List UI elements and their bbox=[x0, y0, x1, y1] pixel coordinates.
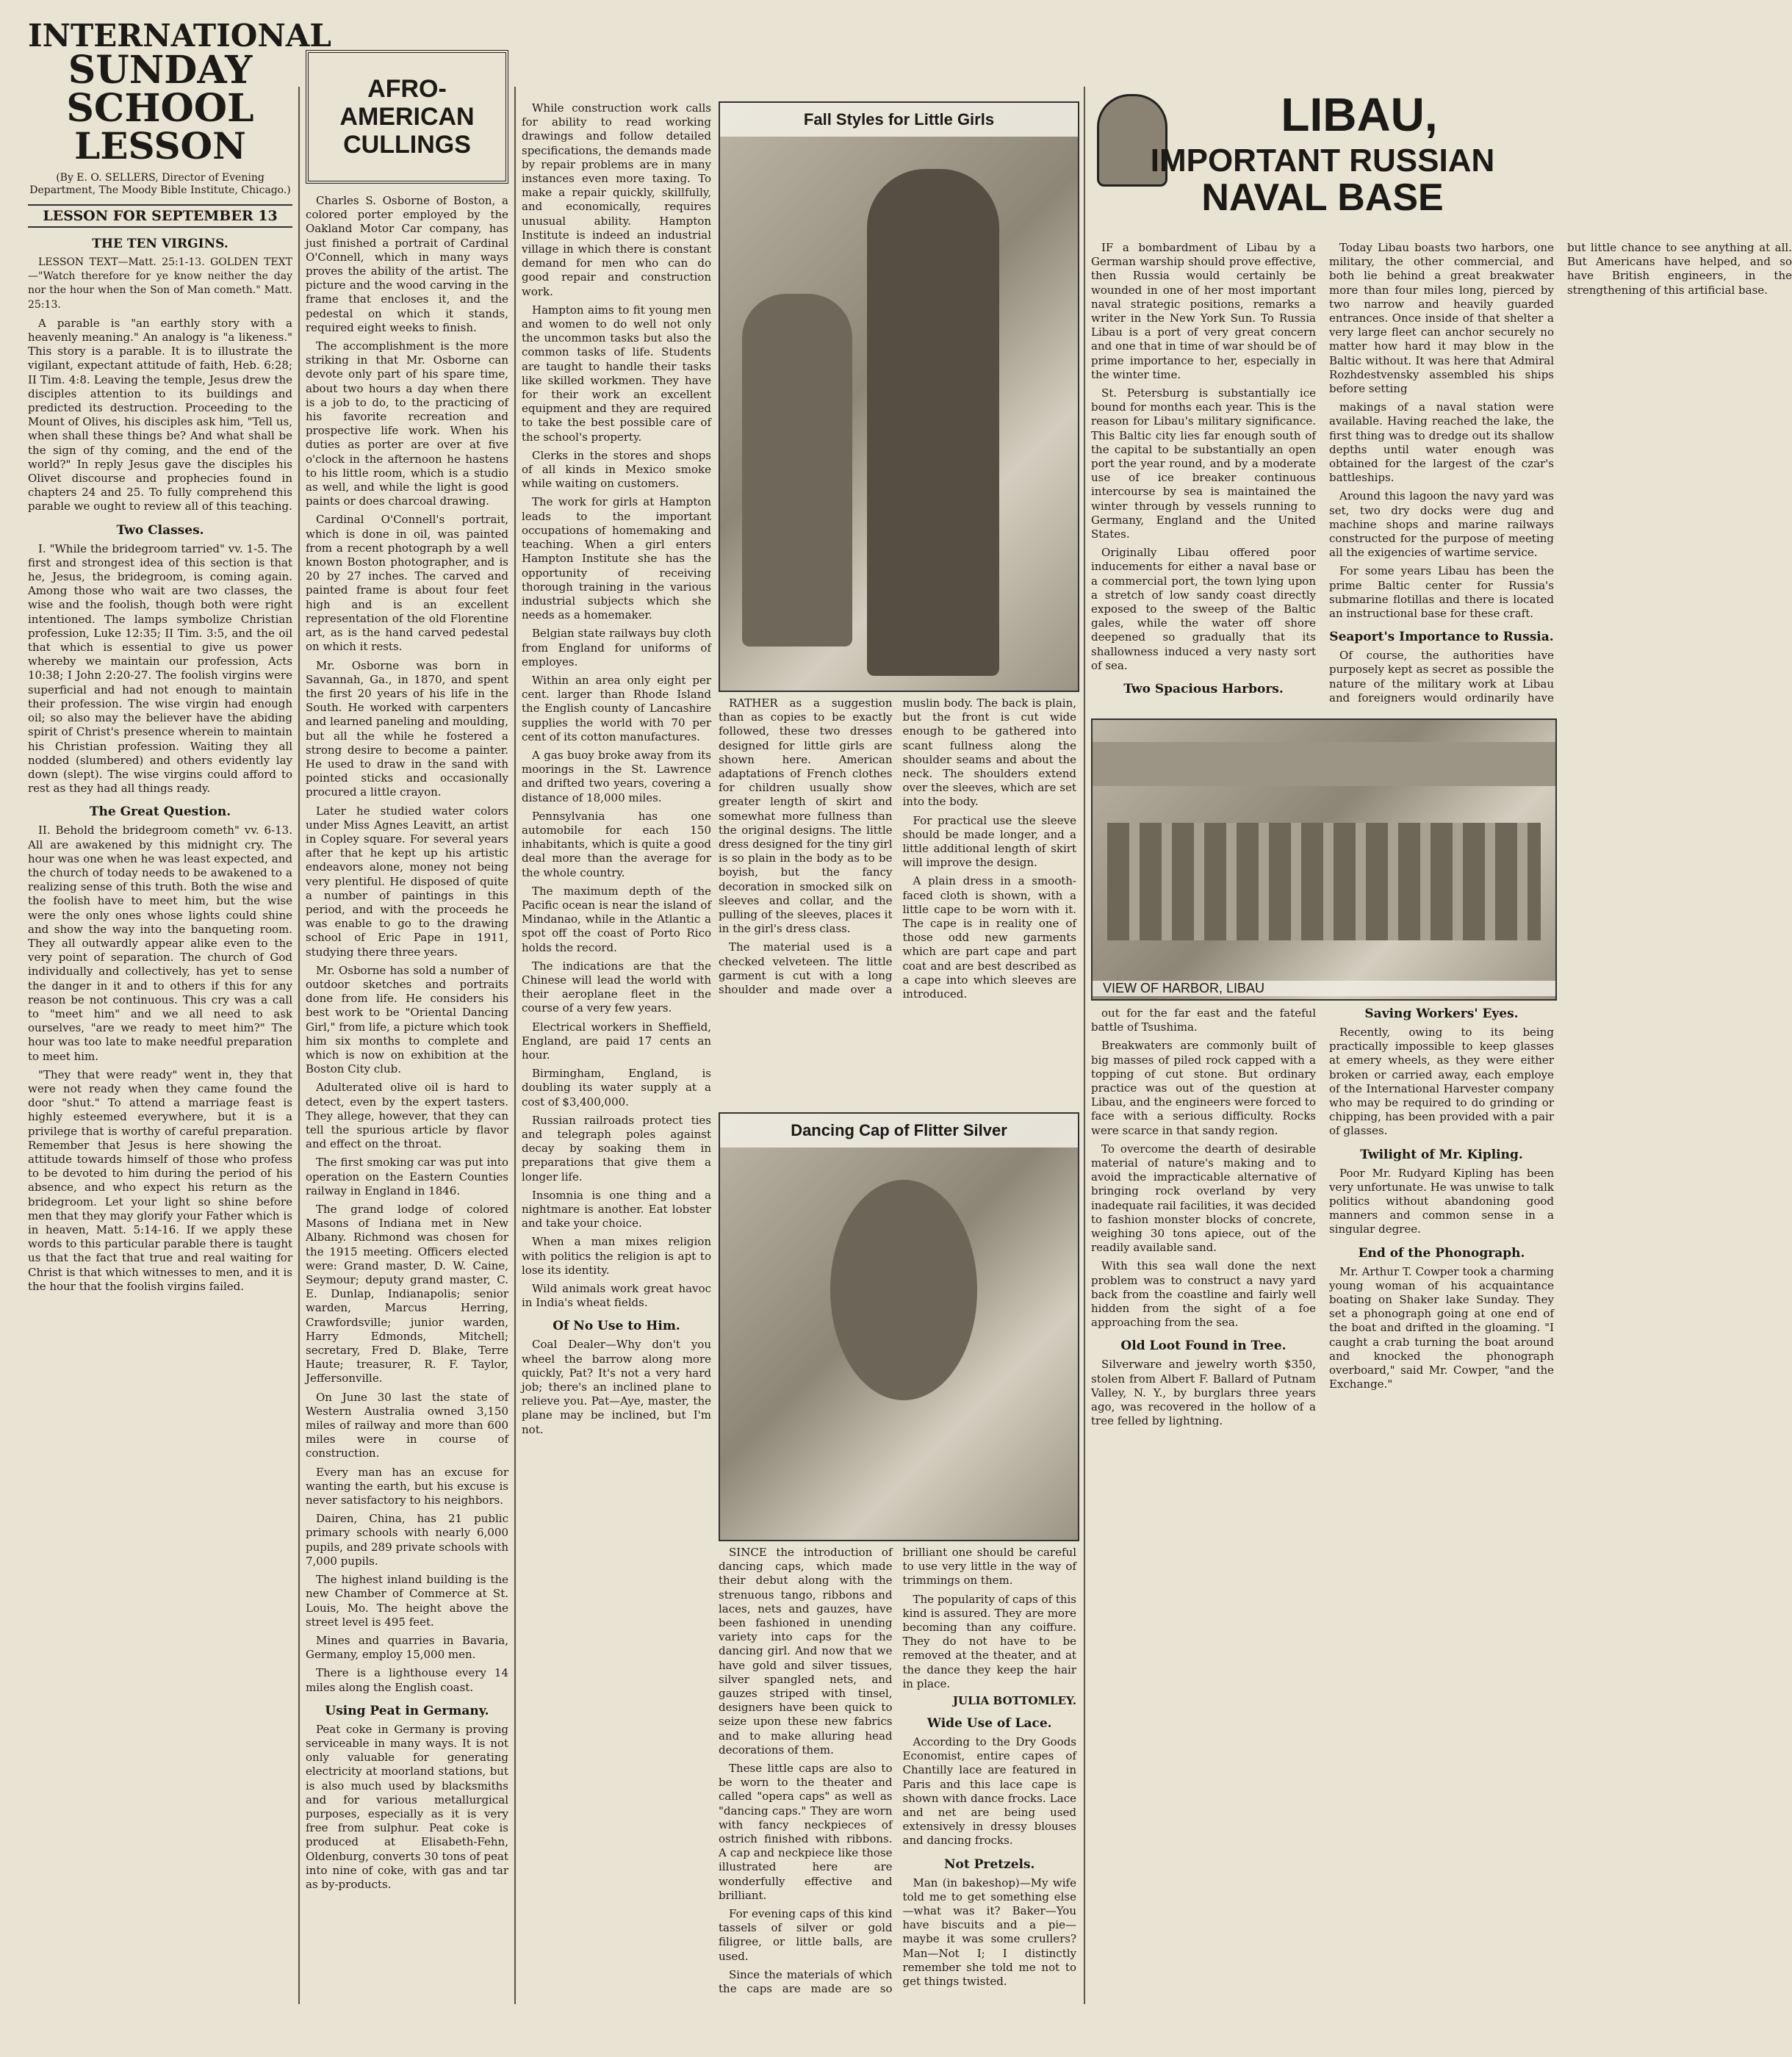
article-paragraph: Recently, owing to its being practically impossible to keep glasses at emery wheels, as they were either broken or carried away, each employe of the International Harvester company who may be required to do grinding or chipping, has been provided with a pair of glasses. bbox=[1329, 1026, 1554, 1138]
article-paragraph: For some years Libau has been the prime Baltic center for Russia's submarine flotillas and there is located an instructional base for these craft. bbox=[1329, 564, 1554, 621]
article-paragraph: A plain dress in a smooth-faced cloth is shown, with a little cape to be worn with it. The cape is in reality one of those odd new garments which are part cape and part coat and are best described as a cape into which sleeves are introduced. bbox=[902, 874, 1076, 1001]
center-block bbox=[522, 21, 1078, 2033]
article-paragraph: Mr. Osborne has sold a number of outdoor sketches and portraits done from life. He considers his best work to be "Oriental Dancing Girl," from life, a picture which took him six months to complete and which is now on exhibition at the Boston City club. bbox=[306, 963, 508, 1076]
photo-caption: VIEW OF HARBOR, LIBAU bbox=[1093, 981, 1555, 996]
article-paragraph: Man (in bakeshop)—My wife told me to get something else—what was it? Baker—You have biscuits and a pie—maybe it was some crullers? Man—Not I; I distinctly remember she told me not to get things twisted. bbox=[902, 1876, 1076, 1989]
cullings-articles bbox=[306, 194, 508, 1695]
article-paragraph: Russian railroads protect ties and telegraph poles against decay by soaking them in preparations that give them a longer life. bbox=[522, 1113, 711, 1184]
masthead-line: SUNDAY SCHOOL bbox=[66, 48, 254, 131]
article-paragraph: out for the far east and the fateful battle of Tsushima. bbox=[1091, 1006, 1316, 1034]
article-paragraph: SINCE the introduction of dancing caps, which made their debut along with the strenuous tango, ribbons and laces, nets and gauzes, have been fashioned in unending variety into caps for the dancing girl. And now that we have gold and silver tissues, silver spangled nets, and gauzes striped with tinsel, designers have been quick to seize upon these new fabrics and to make alluring head decorations of them. bbox=[719, 1546, 893, 1757]
article-paragraph: Peat coke in Germany is proving serviceable in many ways. It is not only valuable for generating electricity at moorland stations, but is also much used by blacksmiths and for various metallurgical purposes, especially as it is very free from sulphur. Peat coke is produced at Elisabeth-Fehn, Oldenburg, converts 30 tons of peat into nine of coke, with gas and tar as by-products. bbox=[306, 1722, 508, 1891]
article-paragraph: Mr. Osborne was born in Savannah, Ga., in 1870, and spent the first 20 years of his life in the South. He worked with carpenters and learned paneling and moulding, but all the while he fostered a strong desire to become a painter. He used to draw in the sand with pointed sticks and occasionally procured a little crayon. bbox=[306, 658, 508, 799]
section-header: AFRO-AMERICAN CULLINGS bbox=[306, 50, 508, 184]
dancing-cap-photo bbox=[719, 1112, 1079, 1541]
article-paragraph: Birmingham, England, is doubling its water supply at a cost of $3,400,000. bbox=[522, 1067, 711, 1109]
article-paragraph: When a man mixes religion with politics the religion is apt to lose its identity. bbox=[522, 1235, 711, 1277]
article-paragraph: The maximum depth of the Pacific ocean is near the island of Mindanao, while in the Atlantic a spot off the coast of Porto Rico holds the record. bbox=[522, 884, 711, 954]
lesson-masthead bbox=[28, 18, 331, 167]
masthead-line: INTERNATIONAL bbox=[28, 18, 331, 54]
article-paragraph: Dairen, China, has 21 public primary schools with nearly 6,000 pupils, and 289 private schools with 7,000 pupils. bbox=[306, 1512, 508, 1568]
article-paragraph: Charles S. Osborne of Boston, a colored porter employed by the Oakland Motor Car company, has just finished a portrait of Cardinal O'Connell, which in many ways proves the ability of the artist. The picture and the wood carving in the frame that encloses it, and the pedestal on which it stands, required eight weeks to finish. bbox=[306, 194, 508, 334]
libau-headline bbox=[1091, 21, 1554, 219]
article-paragraph: There is a lighthouse every 14 miles along the English coast. bbox=[306, 1666, 508, 1694]
article-paragraph: Adulterated olive oil is hard to detect, even by the expert tasters. They allege, however, that they can tell the spurious article by flavor and effect on the throat. bbox=[306, 1081, 508, 1151]
article-paragraph: II. Behold the bridegroom cometh" vv. 6-13. All are awakened by this midnight cry. The hour was one when he was least expected, and the church of today needs to be awakened to a realizing sense of this truth. Both the wise and the foolish have to meet him, but the wise were the only ones whose lights could shine and show the way into the banqueting room. They all outwardly appear alike even to the very point of separation. The church of God individually and collectively, has yet to sense the danger in it and to others if this for any reason be not continuous. This cry was a call to "meet him" and we all need to ask ourselves, "are we ready to meet him?" The hour was too late to make needful preparation to meet him. bbox=[28, 824, 292, 1063]
subheading: Not Pretzels. bbox=[944, 1856, 1035, 1872]
libau-block bbox=[1091, 21, 1792, 2033]
photo-caption: Dancing Cap of Flitter Silver bbox=[720, 1114, 1078, 1148]
article-paragraph: Later he studied water colors under Miss Agnes Leavitt, an artist in Copley square. For several years after that he kept up his artistic endeavors alone, money not being very plentiful. He disposed of quite a number of paintings in this period, and with the proceeds he was enable to go to the drawing school of Eric Pape in 1911, studying there three years. bbox=[306, 804, 508, 959]
article-paragraph: Within an area only eight per cent. larger than Rhode Island the English county of Lancashire supplies the world with 70 per cent of its cotton manufactures. bbox=[522, 673, 711, 743]
lesson-title: THE TEN VIRGINS. bbox=[92, 237, 229, 251]
photo-caption: Fall Styles for Little Girls bbox=[720, 103, 1078, 137]
libau-upper-text bbox=[1091, 241, 1792, 711]
article-paragraph: The material used is a checked velveteen. The little garment is cut with a long shoulder and made over a muslin body. The back is plain, but the front is cut wide enough to be gathered into scant fullness along the shoulder seams and about the neck. The shoulders extend over the sleeves, which are set into the body. bbox=[719, 696, 1076, 997]
article-paragraph: Coal Dealer—Why don't you wheel the barrow along more quickly, Pat? It's not a very hard job; there's an inclined plane to relieve you. Pat—Aye, master, the plane may be inclined, but I'm not. bbox=[522, 1338, 711, 1436]
article-paragraph: With this sea wall done the next problem was to construct a navy yard back from the coastline and fairly well hidden from the sight of a foe approaching from the sea. bbox=[1091, 1259, 1316, 1330]
article-paragraph: The work for girls at Hampton leads to the important occupations of homemaking and teaching. When a girl enters Hampton Institute she has the opportunity of receiving thorough training in the various industrial subjects which she needs as a homemaker. bbox=[522, 495, 711, 622]
fall-styles-text bbox=[719, 696, 1076, 1100]
subheading: Old Loot Found in Tree. bbox=[1120, 1339, 1287, 1354]
signature: JULIA BOTTOMLEY. bbox=[952, 1694, 1076, 1708]
article-paragraph: Pennsylvania has one automobile for each 150 inhabitants, which is quite a good deal more than the average for the whole country. bbox=[522, 809, 711, 879]
article-paragraph: Since the materials of which the caps are made are so brilliant one should be careful to use very little in the way of trimmings on them. bbox=[719, 1546, 1076, 1996]
subheading: Twilight of Mr. Kipling. bbox=[1360, 1147, 1523, 1162]
article-paragraph: The highest inland building is the new Chamber of Commerce at St. Louis, Mo. The height above the street level is 495 feet. bbox=[306, 1573, 508, 1629]
article-paragraph: On June 30 last the state of Western Australia owned 3,150 miles of railway and more than 600 miles were in course of construction. bbox=[306, 1390, 508, 1460]
fall-styles-photo bbox=[719, 101, 1079, 692]
column-rule bbox=[1084, 87, 1085, 2004]
article-paragraph: The indications are that the Chinese will lead the world with their aeroplane fleet in the course of a very few years. bbox=[522, 959, 711, 1015]
article-paragraph: I. "While the bridegroom tarried" vv. 1-5. The first and strongest idea of this section is that he, Jesus, the bridegroom, is coming again. Among those who wait are two classes, the wise and the foolish, though both were right intentioned. The lamps symbolize Christian profession, Luke 12:35; II Tim. 3:5, and the oil that which is essential to give us power whereby we maintain our profession, Acts 10:38; I John 2:20-27. The foolish virgins were superficial and had not enough to maintain their profession. The wise virgin had enough oil; so also may the believer have the abiding spirit of Christ's presence wherein to maintain his Christian profession. Waiting they all nodded (slumbered) and others evidently lay down (slept). The wise virgins could afford to rest as they had all things ready. bbox=[28, 541, 292, 796]
harbor-photo bbox=[1091, 718, 1557, 1001]
article-paragraph: Hampton aims to fit young men and women to do well not only the uncommon tasks but also the common tasks of life. Students are taught to handle their tasks like skilled workmen. They have for their work an excellent equipment and they are required to take the best possible care of the school's property. bbox=[522, 303, 711, 444]
article-paragraph: Mr. Arthur T. Cowper took a charming young woman of his acquaintance boating on Shaker lake Sunday. They set a phonograph going at one end of the boat and drifted in the gloaming. "I caught a crab turning the boat around and knocked the phonograph overboard," said Mr. Cowper, "and the Exchange." bbox=[1329, 1264, 1554, 1391]
byline: (By E. O. SELLERS, Director of Evening Department, The Moody Bible Institute, Chicago.) bbox=[29, 172, 291, 196]
article-paragraph: The grand lodge of colored Masons of Indiana met in New Albany. Richmond was chosen for the 1915 meeting. Officers elected were: Grand master, D. W. Caine, Seymour; deputy grand master, C. E. Dunlap, Indianapolis; senior warden, Marcus Herring, Crawfordsville; junior warden, Harry Edmonds, Mitchell; secretary, Fred D. Blake, Terre Haute; treasurer, R. F. Taylor, Jeffersonville. bbox=[306, 1203, 508, 1386]
article-paragraph: RATHER as a suggestion than as copies to be exactly followed, these two dresses designed for little girls are shown here. American adaptations of French clothes for children usually show greater length of skirt and somewhat more fullness than the original designs. The little dress designed for the tiny girl is so plain in the body as to be boyish, but the fancy decoration in smocked silk on sleeves and collar, and the pulling of the sleeves, places it in the girl's dress class. bbox=[719, 696, 893, 936]
article-paragraph: Wild animals work great havoc in India's wheat fields. bbox=[522, 1282, 711, 1310]
article-paragraph: Mines and quarries in Bavaria, Germany, employ 15,000 men. bbox=[306, 1633, 508, 1662]
article-paragraph: While construction work calls for ability to read working drawings and follow detailed specifications, the demands made by repair problems are in many instances even more taxing. To make a repair quickly, skillfully, and economically, requires unusual ability. Hampton Institute is indeed an industrial village in which there is constant demand for men who can do good repair and construction work. bbox=[522, 101, 711, 298]
article-paragraph: Breakwaters are commonly built of big masses of piled rock capped with a topping of cut stone. But ordinary practice was out of the question at Libau, and the engineers were forced to face with a serious difficulty. Rocks were scarce in that sandy region. bbox=[1091, 1039, 1316, 1137]
article-paragraph: Around this lagoon the navy yard was set, two dry docks were dug and machine shops and marine railways constructed for the purpose of meeting all the exigencies of wartime service. bbox=[1329, 489, 1554, 560]
article-paragraph: The accomplishment is the more striking in that Mr. Osborne can devote only part of his spare time, about two hours a day when there is a job to do, to the practicing of his favorite recreation and prospective life work. When his duties as porter are over at five o'clock in the afternoon he hastens to his little room, which is a studio as well, and while the light is good paints or does charcoal drawing. bbox=[306, 339, 508, 508]
article-paragraph: makings of a naval station were available. Having reached the lake, the first thing was to dredge out its shallow depths until water enough was obtained for the largest of the czar's battleships. bbox=[1329, 400, 1554, 485]
article-paragraph: The popularity of caps of this kind is assured. They are more becoming than any coiffure. They do not have to be removed at the theater, and at the dance they keep the hair in place. bbox=[902, 1592, 1076, 1690]
article-paragraph: St. Petersburg is substantially ice bound for months each year. This is the reason for Libau's military significance. This Baltic city lies far enough south of the capital to be substantially an open port the year round, and by a moderate use of ice breaker continuous intercourse by sea is maintained the winter through by vessels running to Germany, England and the United States. bbox=[1091, 386, 1316, 541]
newspaper-page bbox=[21, 18, 1792, 2033]
girl-figure bbox=[742, 294, 852, 646]
article-paragraph: For practical use the sleeve should be made longer, and a little additional length of skirt will improve the design. bbox=[902, 813, 1076, 870]
article-paragraph: Every man has an excuse for wanting the earth, but his excuse is never satisfactory to his neighbors. bbox=[306, 1465, 508, 1507]
headline-line: NAVAL BASE bbox=[1201, 176, 1444, 219]
column-rule bbox=[298, 87, 300, 2004]
hampton-column bbox=[522, 101, 711, 2033]
subheading: Saving Workers' Eyes. bbox=[1364, 1006, 1519, 1021]
harbor-buildings bbox=[1107, 823, 1541, 940]
girl-figure bbox=[867, 169, 999, 676]
subheading: End of the Phonograph. bbox=[1358, 1245, 1525, 1261]
article-paragraph: Silverware and jewelry worth $350, stolen from Albert F. Ballard of Putnam Valley, N. Y., by burglars three years ago, was recovered in the hollow of a tree felled by lightning. bbox=[1091, 1358, 1316, 1428]
headline-line: IMPORTANT RUSSIAN bbox=[1150, 143, 1495, 179]
sunday-school-column bbox=[28, 18, 331, 2033]
column-rule bbox=[514, 87, 516, 2004]
article-paragraph: Poor Mr. Rudyard Kipling has been very unfortunate. He was unwise to talk politics without abandoning good manners and common sense in a singular degree. bbox=[1329, 1166, 1554, 1236]
article-paragraph: Electrical workers in Sheffield, England, are paid 17 cents an hour. bbox=[522, 1020, 711, 1062]
lesson-date: LESSON FOR SEPTEMBER 13 bbox=[28, 204, 292, 228]
cullings-column bbox=[306, 21, 508, 2033]
subheading: Wide Use of Lace. bbox=[926, 1716, 1052, 1732]
subheading: Seaport's Importance to Russia. bbox=[1329, 630, 1554, 645]
article-paragraph: IF a bombardment of Libau by a German warship should prove effective, then Russia would certainly be wounded in one of her most important naval strategic positions, remarks a writer in the New York Sun. To Russia Libau is a port of very great concern and one that in time of war should be of prime importance to her, especially in the winter time. bbox=[1091, 241, 1316, 381]
article-paragraph: Cardinal O'Connell's portrait, which is done in oil, was painted from a recent photograph by a well known Boston photographer, and is 20 by 27 inches. The carved and painted frame is about four feet high and is an excellent representation of the old Florentine art, as is the hand carved pedestal on which it rests. bbox=[306, 513, 508, 654]
article-paragraph: A parable is "an earthly story with a heavenly meaning." An analogy is "a likeness." This story is a parable. It is to illustrate the vigilant, expectant attitude of faith, Heb. 6:28; II Tim. 4:8. Leaving the temple, Jesus drew the disciples attention to its buildings and predicted its destruction. Proceeding to the Mount of Olives, his disciples ask him, "Tell us, when shall these things be? And what shall be the sign of thy coming, and the end of the world?" In reply Jesus gave the disciples his Olivet discourse and prophecies found in chapters 24 and 25. To fully comprehend this parable we ought to review all of this teaching. bbox=[28, 316, 292, 514]
masthead-line: LESSON bbox=[74, 124, 246, 167]
article-paragraph: Belgian state railways buy cloth from England for uniforms of employes. bbox=[522, 627, 711, 669]
woman-portrait bbox=[830, 1180, 977, 1400]
article-paragraph: "They that were ready" went in, they that were not ready when they came found the door "shut." To attend a marriage feast is highly esteemed everywhere, but it is a privilege that is worthy of careful preparation. Remember that Jesus is here showing the attitude towards himself of those who profess to be devoted to him during the period of his absence, and who expect his return as the bridegroom. Let your light so shine before men that they may glorify your Father which is in heaven, Matt. 5:14-16. If we apply these words to this particular parable there is taught us that the fact that true and real waiting for Christ is that which witnesses to men, and it is the hour that the foolish virgins failed. bbox=[28, 1067, 292, 1293]
article-paragraph: To overcome the dearth of desirable material of nature's making and to avoid the impracticable alternative of bringing rock overland by very inadequate rail facilities, it was decided to fashion monster blocks of concrete, weighing 30 tons apiece, out of the readily available sand. bbox=[1091, 1142, 1316, 1255]
article-paragraph: The first smoking car was put into operation on the Eastern Counties railway in England in 1846. bbox=[306, 1156, 508, 1197]
lesson-text: LESSON TEXT—Matt. 25:1-13. GOLDEN TEXT—"Watch therefore for ye know neither the day nor the hour when the Son of Man cometh." Matt. 25:13. bbox=[28, 256, 292, 311]
libau-lower-text bbox=[1091, 1006, 1554, 2033]
article-paragraph: Insomnia is one thing and a nightmare is another. Eat lobster and take your choice. bbox=[522, 1188, 711, 1231]
article-paragraph: Clerks in the stores and shops of all kinds in Mexico smoke while waiting on customers. bbox=[522, 448, 711, 491]
subheading: Using Peat in Germany. bbox=[325, 1703, 489, 1718]
headline-line: LIBAU, bbox=[1281, 88, 1438, 141]
article-paragraph: These little caps are also to be worn to the theater and called "opera caps" as well as "dancing caps." They are worn with fancy neckpieces of ostrich finished with ribbons. A cap and neckpiece like those illustrated here are wonderfully effective and brilliant. bbox=[719, 1762, 893, 1902]
article-paragraph: Of course, the authorities have purposely kept as secret as possible the nature of the military work at Libau and foreigners would ordinarily have but little chance to see anything at all. But Americans have helped, and so have British engineers, in the strengthening of this artificial base. bbox=[1329, 241, 1792, 705]
article-paragraph: A gas buoy broke away from its moorings in the St. Lawrence and drifted two years, covering a distance of 18,000 miles. bbox=[522, 748, 711, 804]
subheading: Two Classes. bbox=[116, 522, 204, 538]
article-paragraph: According to the Dry Goods Economist, entire capes of Chantilly lace are featured in Paris and this lace cape is shown with dance frocks. Lace and net are being used extensively in dressy blouses and dancing frocks. bbox=[902, 1735, 1076, 1848]
dancing-cap-text bbox=[719, 1546, 1076, 2033]
harbor-bridge bbox=[1093, 742, 1555, 786]
subheading: Of No Use to Him. bbox=[553, 1319, 680, 1334]
article-paragraph: For evening caps of this kind tassels of silver or gold filigree, or little balls, are used. bbox=[719, 1907, 893, 1963]
article-paragraph: Today Libau boasts two harbors, one military, the other commercial, and both lie behind a great breakwater more than four miles long, pierced by two narrow and heavily guarded entrances. Once inside of that shelter a very large fleet can anchor securely no matter how hard it may blow in the Baltic without. It was here that Admiral Rozhdestvensky assembled his ships before setting bbox=[1329, 241, 1554, 396]
subheading: The Great Question. bbox=[89, 804, 231, 820]
article-paragraph: Originally Libau offered poor inducements for either a naval base or a commercial port, the town lying upon a stretch of low sandy coast directly exposed to the sweep of the Baltic gales, while the water off shore deepened so gradually that its shallowness induced a very nasty sort of sea. bbox=[1091, 546, 1316, 672]
subheading: Two Spacious Harbors. bbox=[1123, 682, 1284, 697]
